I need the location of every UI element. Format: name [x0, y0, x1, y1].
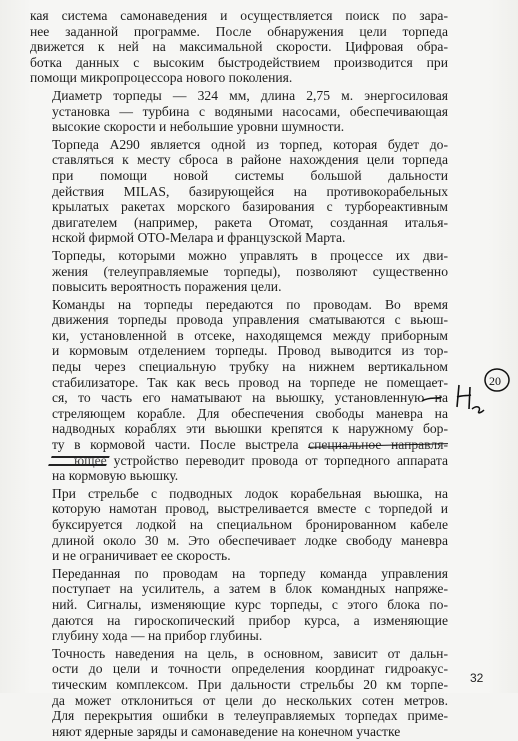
paragraph — [30, 486, 448, 564]
text-line: действия MILAS, базирующейся на противокорабельных — [52, 183, 448, 199]
text-line: При стрельбе с подводных лодок корабельная вьюшка, на — [52, 485, 448, 501]
text-line: ний. Сигналы, изменяющие курс торпеды, с этого блока по- — [52, 596, 448, 612]
text-line: ся, то часть его наматывают на вьюшку, установленную на — [52, 390, 448, 406]
text-line: надводных кораблях эти вьюшки крепятся к наружному бор- — [52, 421, 448, 437]
text-line: тическим комплексом. При дальности стрельбы 20 км торпе- — [52, 676, 448, 692]
text-line: при помощи новой системы большой дальности — [52, 167, 448, 183]
text-line: буксируется лодкой на специальном бронированном кабеле — [52, 517, 448, 532]
text-line: жения (телеуправляемые торпеды), позволяют существенно — [52, 263, 448, 279]
text-line: ставляться к месту сброса в районе нахождения цели торпеда — [52, 152, 448, 168]
text-line: помощи микропроцессора нового поколения. — [30, 70, 293, 86]
handwritten-margin-mark — [455, 365, 515, 420]
text-line: движется к ней на максимальной скорости. Цифровая обра- — [30, 39, 448, 55]
text-line: глубину хода — на прибор глубины. — [52, 628, 263, 644]
paragraph — [30, 566, 448, 644]
page-number: 32 — [470, 671, 484, 685]
paragraph — [30, 88, 448, 135]
handwritten-arrow-icon — [418, 395, 458, 425]
text-line: стреляющем корабле. Для обеспечения свободы маневра на — [52, 405, 448, 421]
text-line: повысить вероятность поражения цели. — [52, 279, 282, 295]
text-line: двигателем (например, ракета Отомат, созданная италья- — [52, 214, 448, 230]
text-line: ости до цели и точности определения координат гидроакус- — [52, 661, 448, 677]
text-line: установка — турбина с водяными насосами, обеспечивающая — [52, 103, 448, 119]
text-line: крылатых ракетах морского базирования с турбореактивным — [52, 199, 448, 215]
text-line: на кормовую вьюшку. — [52, 468, 179, 484]
text-line: Команды на торпеды передаются по проводам. Во время — [52, 296, 448, 312]
text-line: Торпеды, которыми можно управлять в процессе их дви- — [52, 247, 448, 263]
text-line: которую намотан провод, выстреливается вместе с торпедой и — [52, 501, 448, 517]
text-line: ющее устройство переводит провода от торпедного аппарата — [30, 453, 448, 469]
text-line: длиной около 30 м. Это обеспечивает лодке свободу маневра — [52, 532, 448, 548]
text-line: Диаметр торпеды — 324 мм, длина 2,75 м. энергосиловая — [52, 87, 448, 103]
text-line: и кормовым отделением торпеды. Провод выводится из тор- — [52, 343, 448, 359]
text-line: ту в кормовой части. После выстрела специальное направля- — [52, 437, 448, 453]
text-line: Точность наведения на цель, в основном, зависит от дальн- — [52, 645, 448, 661]
text-line: няют ядерные заряды и самонаведение на конечном участке — [52, 723, 401, 739]
text-line: да может отклониться от цели до нескольких сотен метров. — [52, 692, 448, 708]
text-line: движения торпеды провода управления сматываются с вьюш- — [52, 312, 448, 328]
paragraph — [30, 8, 448, 86]
body-text — [30, 8, 448, 741]
margin-note-number: 20 — [489, 374, 501, 388]
text-line: поступает на усилитель, а затем в блок командных напряже- — [52, 581, 448, 597]
text-line: даются на гироскопический прибор курса, а изменяющие — [52, 612, 448, 628]
paragraph — [30, 646, 448, 740]
paragraph — [30, 297, 448, 484]
text-line: ботка данных с высоким быстродействием производится при — [30, 54, 448, 70]
text-line: кая система самонаведения и осуществляется поиск по зара- — [30, 8, 448, 23]
struck-out-text: специальное направля- — [308, 437, 448, 453]
text-line: Для перекрытия ошибки в телеуправляемых торпедах приме- — [52, 708, 448, 724]
paragraph — [30, 248, 448, 295]
text-line: и не ограничивает ее скорость. — [52, 548, 231, 564]
text-line: Переданная по проводам на торпеду команда управления — [52, 565, 448, 581]
text-line: нской фирмой ОТО-Мелара и французской Марта. — [52, 230, 346, 246]
paragraph — [30, 137, 448, 246]
text-line: педы через специальную трубку на нижнем вертикальном — [52, 359, 448, 375]
text-line: нее заданной программе. После обнаружения цели торпеда — [30, 23, 448, 39]
text-line: ки, установленной в отсеке, находящемся между приборным — [52, 327, 448, 343]
scribbled-out-text: ющее — [52, 453, 107, 469]
text-line: высокие скорости и небольшие уровни шумности. — [52, 119, 345, 135]
text-line: стабилизаторе. Так как весь провод на торпеде не помещает- — [52, 374, 448, 390]
text-line: Торпеда А290 является одной из торпед, которая будет до- — [52, 136, 448, 152]
